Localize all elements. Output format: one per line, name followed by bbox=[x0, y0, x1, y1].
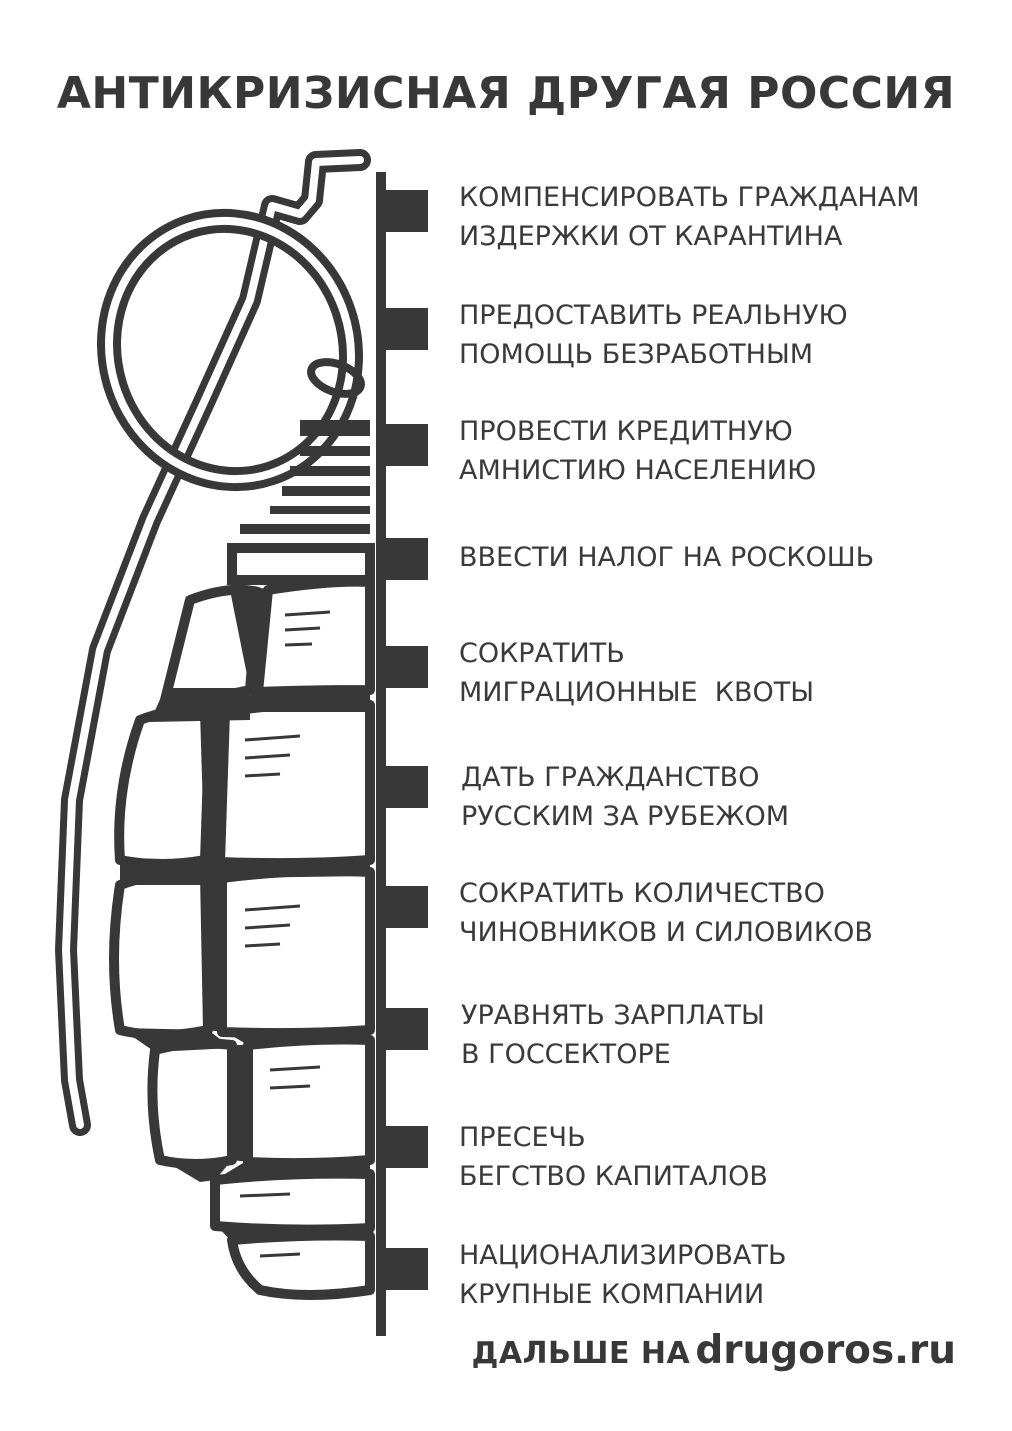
website-link[interactable]: drugoros.ru bbox=[695, 1328, 956, 1373]
item-line: РУССКИМ ЗА РУБЕЖОМ bbox=[461, 801, 789, 832]
item-line: В ГОССЕКТОРЕ bbox=[461, 1039, 671, 1070]
bullet-marker bbox=[386, 424, 428, 466]
item-line: СОКРАТИТЬ КОЛИЧЕСТВО bbox=[459, 878, 825, 909]
item-line: КРУПНЫЕ КОМПАНИИ bbox=[459, 1279, 765, 1310]
item-line: ПРОВЕСТИ КРЕДИТНУЮ bbox=[459, 416, 793, 447]
item-line: АМНИСТИЮ НАСЕЛЕНИЮ bbox=[459, 455, 817, 486]
item-line: УРАВНЯТЬ ЗАРПЛАТЫ bbox=[461, 1000, 765, 1031]
item-line: ПОМОЩЬ БЕЗРАБОТНЫМ bbox=[459, 339, 814, 370]
item-line: ДАТЬ ГРАЖДАНСТВО bbox=[461, 762, 760, 793]
vertical-divider bbox=[376, 172, 386, 1336]
item-line: СОКРАТИТЬ bbox=[459, 638, 625, 669]
item-line: БЕГСТВО КАПИТАЛОВ bbox=[459, 1161, 768, 1192]
item-line: МИГРАЦИОННЫЕ КВОТЫ bbox=[459, 677, 815, 708]
bullet-marker bbox=[386, 1248, 428, 1290]
item-line: ВВЕСТИ НАЛОГ НА РОСКОШЬ bbox=[459, 542, 875, 573]
bullet-marker bbox=[386, 766, 428, 808]
bullet-marker bbox=[386, 646, 428, 688]
bullet-marker bbox=[386, 308, 428, 350]
bullet-marker bbox=[386, 1008, 428, 1050]
item-line: НАЦИОНАЛИЗИРОВАТЬ bbox=[459, 1240, 787, 1271]
footer-cta bbox=[472, 1328, 956, 1373]
item-line: КОМПЕНСИРОВАТЬ ГРАЖДАНАМ bbox=[459, 182, 920, 213]
footer-prefix: ДАЛЬШЕ НА bbox=[471, 1336, 691, 1371]
item-line: ПРЕСЕЧЬ bbox=[459, 1122, 586, 1153]
bullet-marker bbox=[386, 1126, 428, 1168]
bullet-marker bbox=[386, 886, 428, 928]
item-line: ПРЕДОСТАВИТЬ РЕАЛЬНУЮ bbox=[459, 300, 848, 331]
bullet-marker bbox=[386, 190, 428, 232]
page-title: АНТИКРИЗИСНАЯ ДРУГАЯ РОССИЯ bbox=[56, 68, 956, 119]
bullet-marker bbox=[386, 538, 428, 580]
item-line: ЧИНОВНИКОВ И СИЛОВИКОВ bbox=[459, 917, 873, 948]
item-line: ИЗДЕРЖКИ ОТ КАРАНТИНА bbox=[459, 221, 843, 252]
